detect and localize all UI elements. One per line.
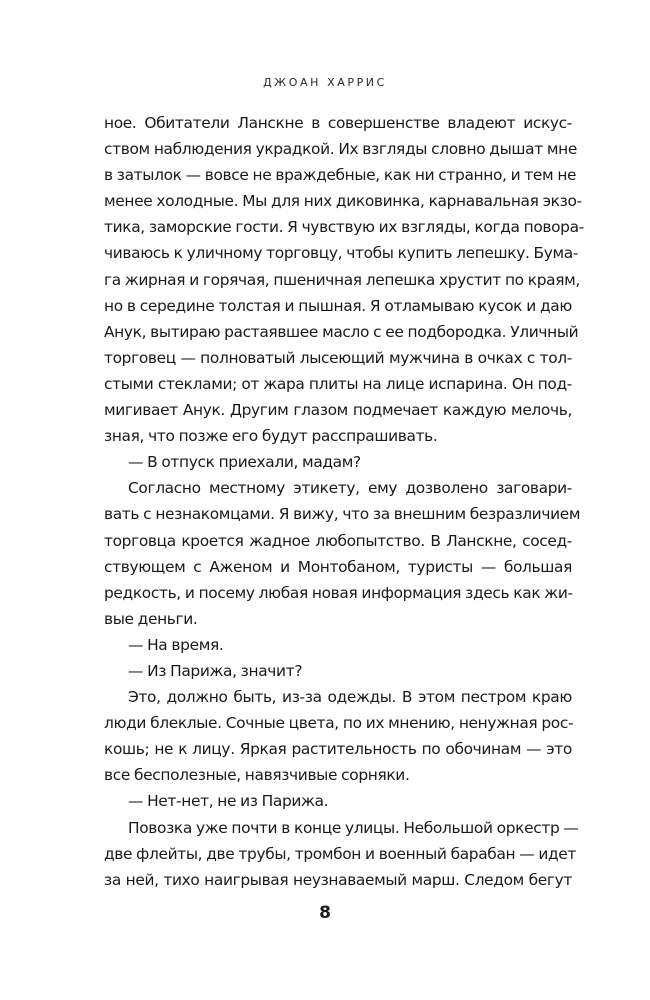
paragraph <box>104 110 584 449</box>
text-line: — Из Парижа, значит? <box>128 661 303 680</box>
text-line: — На время. <box>128 635 224 654</box>
text-line: ством наблюдения украдкой. Их взгляды словно дышат мне <box>104 140 577 159</box>
paragraph <box>104 449 572 475</box>
text-line: но в середине толстая и пышная. Я отламываю кусок и даю <box>104 296 572 315</box>
text-line: чиваюсь к уличному торговцу, чтобы купить лепешку. Бума- <box>104 244 579 263</box>
text-line: все бесполезные, навязчивые сорняки. <box>104 766 410 785</box>
text-line: кошь; не к лицу. Яркая растительность по обочинам — это <box>104 740 572 759</box>
text-line: — В отпуск приехали, мадам? <box>128 453 361 472</box>
body-text <box>104 110 584 893</box>
text-line: мигивает Анук. Другим глазом подмечает каждую мелочь, <box>104 401 572 420</box>
paragraph <box>104 815 579 893</box>
paragraph <box>104 632 572 658</box>
text-line: ное. Обитатели Ланскне в совершенстве владеют искус- <box>104 114 572 132</box>
paragraph <box>104 475 581 632</box>
text-line: Согласно местному этикету, ему дозволено заговари- <box>128 479 572 498</box>
text-line: Это, должно быть, из-за одежды. В этом пестром краю <box>128 688 572 707</box>
page-number: 8 <box>319 903 331 923</box>
paragraph <box>104 658 572 684</box>
text-line: зная, что позже его будут расспрашивать. <box>104 427 438 446</box>
text-line: га жирная и горячая, пшеничная лепешка хрустит по краям, <box>104 270 580 289</box>
text-line: стыми стеклами; от жара плиты на лице испарина. Он под- <box>104 374 572 393</box>
text-line: торговца кроется жадное любопытство. В Ланскне, сосед- <box>104 531 572 550</box>
text-line: вать с незнакомцами. Я вижу, что за внешним безразличием <box>104 505 581 524</box>
text-line: ствующем с Аженом и Монтобаном, туристы — большая <box>104 557 572 576</box>
paragraph <box>104 788 572 814</box>
text-line: за ней, тихо наигрывая неузнаваемый марш. Следом бегут <box>104 870 572 889</box>
text-line: менее холодные. Мы для них диковинка, карнавальная экзо- <box>104 192 582 211</box>
paragraph <box>104 684 572 788</box>
text-line: тика, заморские гости. Я чувствую их взгляды, когда повора- <box>104 218 584 237</box>
text-line: в затылок — вовсе не враждебные, как ни странно, и тем не <box>104 166 577 185</box>
text-line: Повозка уже почти в конце улицы. Небольшой оркестр — <box>128 818 579 837</box>
text-line: люди блеклые. Сочные цвета, по их мнению, ненужная рос- <box>104 714 574 733</box>
text-line: редкость, и посему любая новая информация здесь как жи- <box>104 583 573 602</box>
text-line: — Нет-нет, не из Парижа. <box>128 792 329 811</box>
text-line: Анук, вытираю растаявшее масло с ее подбородка. Уличный <box>104 322 579 341</box>
text-line: вые деньги. <box>104 609 198 628</box>
text-line: две флейты, две трубы, тромбон и военный барабан — идет <box>104 844 577 863</box>
running-head: ДЖОАН ХАРРИС <box>263 76 387 89</box>
text-line: торговец — полноватый лысеющий мужчина в очках с тол- <box>104 348 572 367</box>
